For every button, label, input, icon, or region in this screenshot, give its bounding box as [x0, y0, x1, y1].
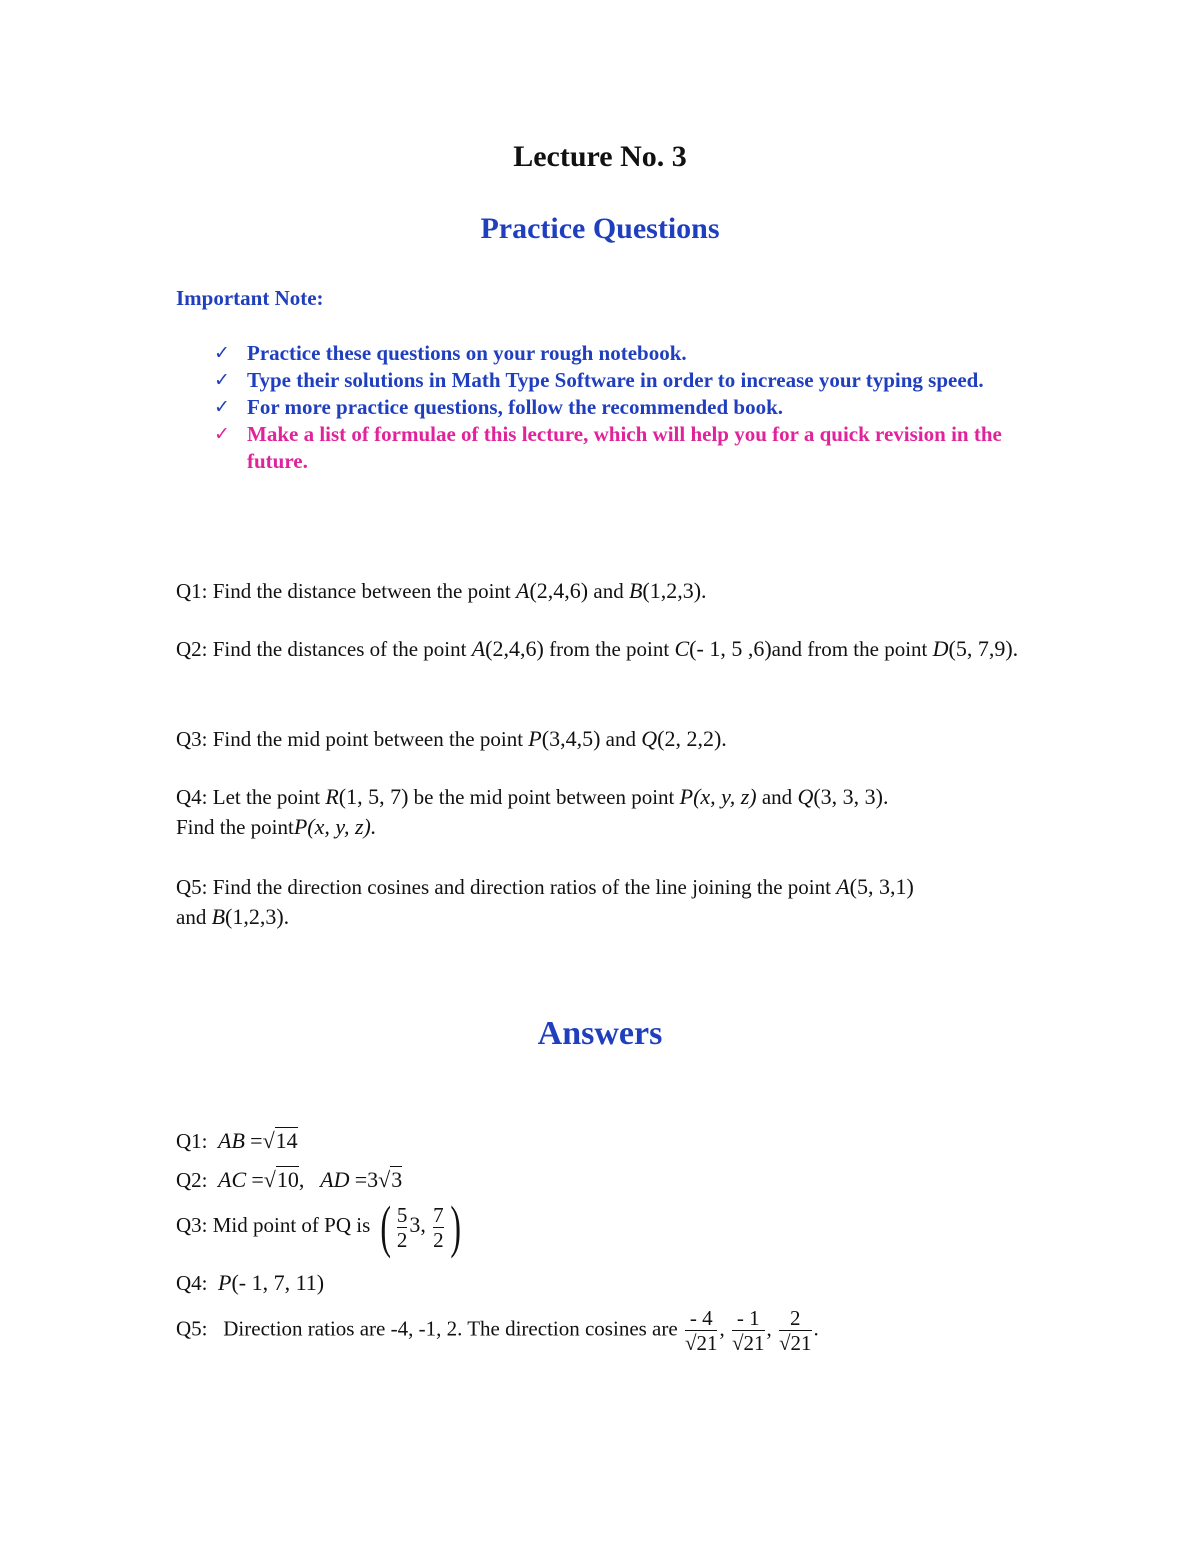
note-item: ✓ For more practice questions, follow the recommended book.	[214, 395, 784, 419]
question-1: Q1: Find the distance between the point A(2,4,6) and B(1,2,3).	[176, 578, 707, 603]
left-paren-icon: (	[379, 1194, 391, 1259]
answer-1: Q1: AB =√14	[176, 1128, 298, 1153]
note-item: ✓ Make a list of formulae of this lecture, which will help you for a quick revision in the future.	[214, 422, 1002, 473]
note-list	[176, 340, 1036, 475]
note-item: ✓ Type their solutions in Math Type Software in order to increase your typing speed.	[214, 368, 984, 392]
note-item: ✓ Practice these questions on your rough notebook.	[214, 341, 687, 365]
question-2: Q2: Find the distances of the point A(2,4,6) from the point C(- 1, 5 ,6)and from the point D(5, 7,9).	[176, 636, 1019, 661]
page-title: Lecture No. 3	[513, 140, 687, 173]
question-3: Q3: Find the mid point between the point P(3,4,5) and Q(2, 2,2).	[176, 726, 727, 751]
answers-heading: Answers	[537, 1015, 663, 1052]
checkmark-icon: ✓	[214, 396, 230, 418]
answer-5: Q5: Direction ratios are -4, -1, 2. The direction cosines are $\frac{- 4}{√21}$ , $\frac{- 1}{√21}$ , $\frac{2}{√21}$ .	[176, 1306, 819, 1355]
right-paren-icon: )	[449, 1194, 461, 1259]
answer-4: Q4: P(- 1, 7, 11)	[176, 1270, 325, 1295]
question-4: Q4: Let the point R(1, 5, 7) be the mid point between point P(x, y, z) and Q(3, 3, 3). Find the pointP(x, y, z).	[176, 784, 889, 839]
checkmark-icon: ✓	[214, 369, 230, 391]
important-note-label: Important Note:	[176, 286, 324, 310]
answer-2: Q2: AC =√10, AD =3√3	[176, 1167, 403, 1192]
fraction: $\frac{- 1}{√21}$	[731, 1306, 765, 1355]
section-title-practice: Practice Questions	[480, 212, 720, 245]
fraction: $\frac{- 4}{√21}$	[684, 1306, 718, 1355]
checkmark-icon: ✓	[214, 423, 230, 445]
fraction: $\frac{5}{2}$	[396, 1202, 408, 1252]
checkmark-icon: ✓	[214, 342, 230, 364]
fraction: $\frac{7}{2}$	[433, 1202, 444, 1252]
answer-3: Q3: Mid point of PQ is ( $\frac{5}{2}$ 3, $\frac{7}{2}$ )	[176, 1194, 461, 1259]
question-5: Q5: Find the direction cosines and direction ratios of the line joining the point A(5, 3,1) and B(1,2,3).	[176, 874, 914, 929]
fraction: $\frac{2}{√21}$	[779, 1306, 812, 1355]
